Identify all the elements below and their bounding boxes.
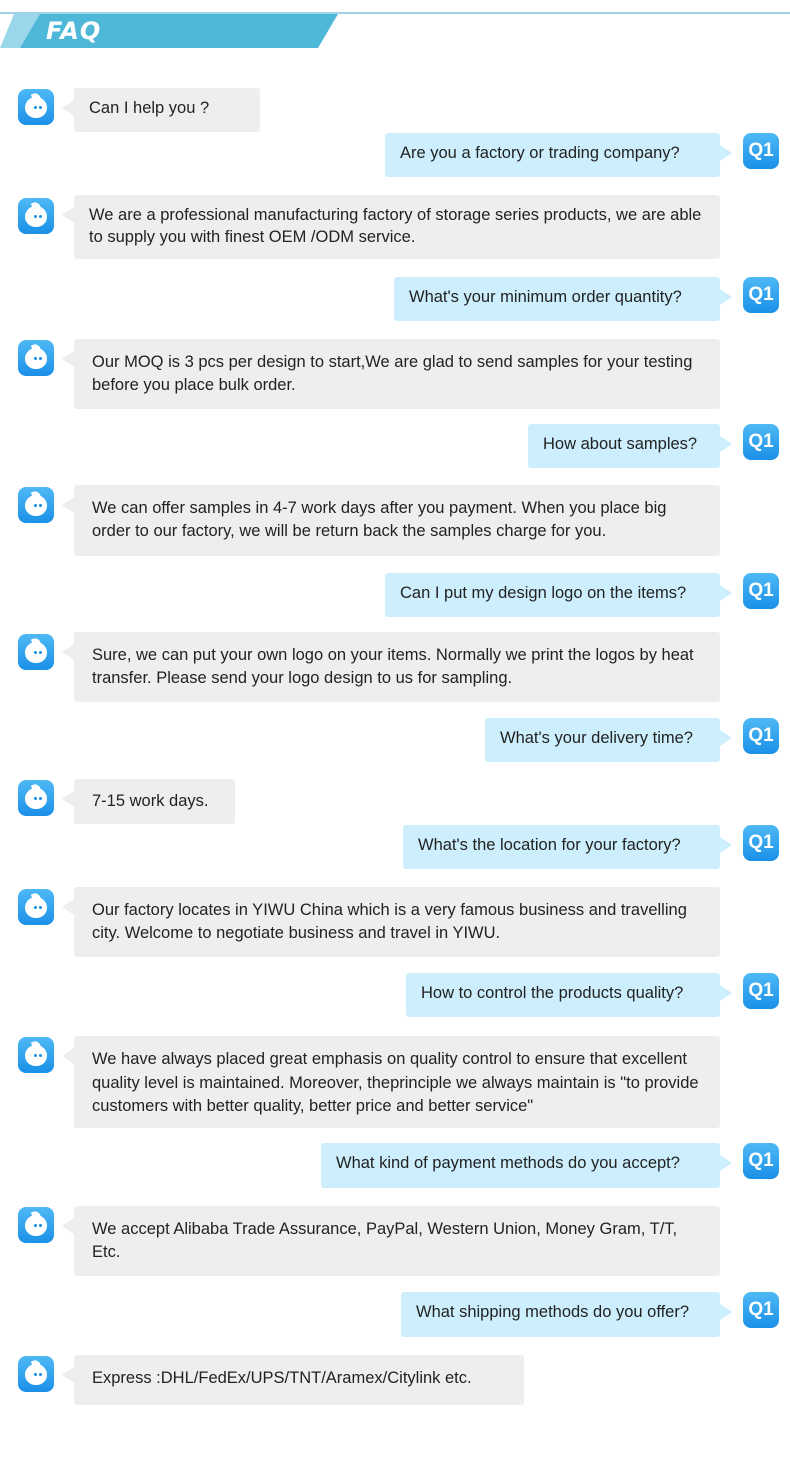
answer-bubble-5: 7-15 work days. [74, 779, 235, 824]
chat-bot-icon [18, 780, 54, 816]
chat-bot-icon [18, 1037, 54, 1073]
page-title: FAQ [46, 17, 102, 45]
answer-bubble-1: We are a professional manufacturing factory of storage series products, we are able to supply you with finest OEM /ODM service. [74, 195, 720, 259]
question-bubble-9: What shipping methods do you offer? [401, 1292, 720, 1337]
chat-bot-icon [18, 340, 54, 376]
question-badge-icon: Q1 [743, 1292, 779, 1328]
chat-bot-icon [18, 198, 54, 234]
question-bubble-8: What kind of payment methods do you accept? [321, 1143, 720, 1188]
answer-bubble-8: We accept Alibaba Trade Assurance, PayPal, Western Union, Money Gram, T/T, Etc. [74, 1206, 720, 1276]
question-badge-icon: Q1 [743, 277, 779, 313]
question-badge-icon: Q1 [743, 133, 779, 169]
answer-bubble-4: Sure, we can put your own logo on your items. Normally we print the logos by heat transfer. Please send your logo design to us for sampling. [74, 632, 720, 702]
question-badge-icon: Q1 [743, 825, 779, 861]
answer-bubble-9: Express :DHL/FedEx/UPS/TNT/Aramex/Citylink etc. [74, 1355, 524, 1405]
question-bubble-1: Are you a factory or trading company? [385, 133, 720, 177]
chat-bot-icon [18, 1356, 54, 1392]
question-bubble-6: What's the location for your factory? [403, 825, 720, 869]
question-badge-icon: Q1 [743, 718, 779, 754]
header-rule [0, 12, 790, 14]
chat-bot-icon [18, 487, 54, 523]
chat-bot-icon [18, 634, 54, 670]
question-bubble-5: What's your delivery time? [485, 718, 720, 762]
answer-bubble-3: We can offer samples in 4-7 work days after you payment. When you place big order to our factory, we will be return back the samples charge for you. [74, 485, 720, 556]
question-badge-icon: Q1 [743, 1143, 779, 1179]
question-bubble-7: How to control the products quality? [406, 973, 720, 1017]
greeting-bubble: Can I help you ? [74, 88, 260, 132]
question-badge-icon: Q1 [743, 573, 779, 609]
chat-bot-icon [18, 89, 54, 125]
chat-bot-icon [18, 1207, 54, 1243]
answer-bubble-2: Our MOQ is 3 pcs per design to start,We are glad to send samples for your testing before you place bulk order. [74, 339, 720, 409]
question-bubble-2: What's your minimum order quantity? [394, 277, 720, 321]
chat-bot-icon [18, 889, 54, 925]
question-bubble-3: How about samples? [528, 424, 720, 468]
question-badge-icon: Q1 [743, 424, 779, 460]
answer-bubble-7: We have always placed great emphasis on quality control to ensure that excellent quality level is maintained. Moreover, theprinciple we always maintain is "to provide customers with better quality, better price and better service" [74, 1036, 720, 1128]
answer-bubble-6: Our factory locates in YIWU China which is a very famous business and travelling city. Welcome to negotiate business and travel in YIWU. [74, 887, 720, 957]
question-bubble-4: Can I put my design logo on the items? [385, 573, 720, 617]
question-badge-icon: Q1 [743, 973, 779, 1009]
